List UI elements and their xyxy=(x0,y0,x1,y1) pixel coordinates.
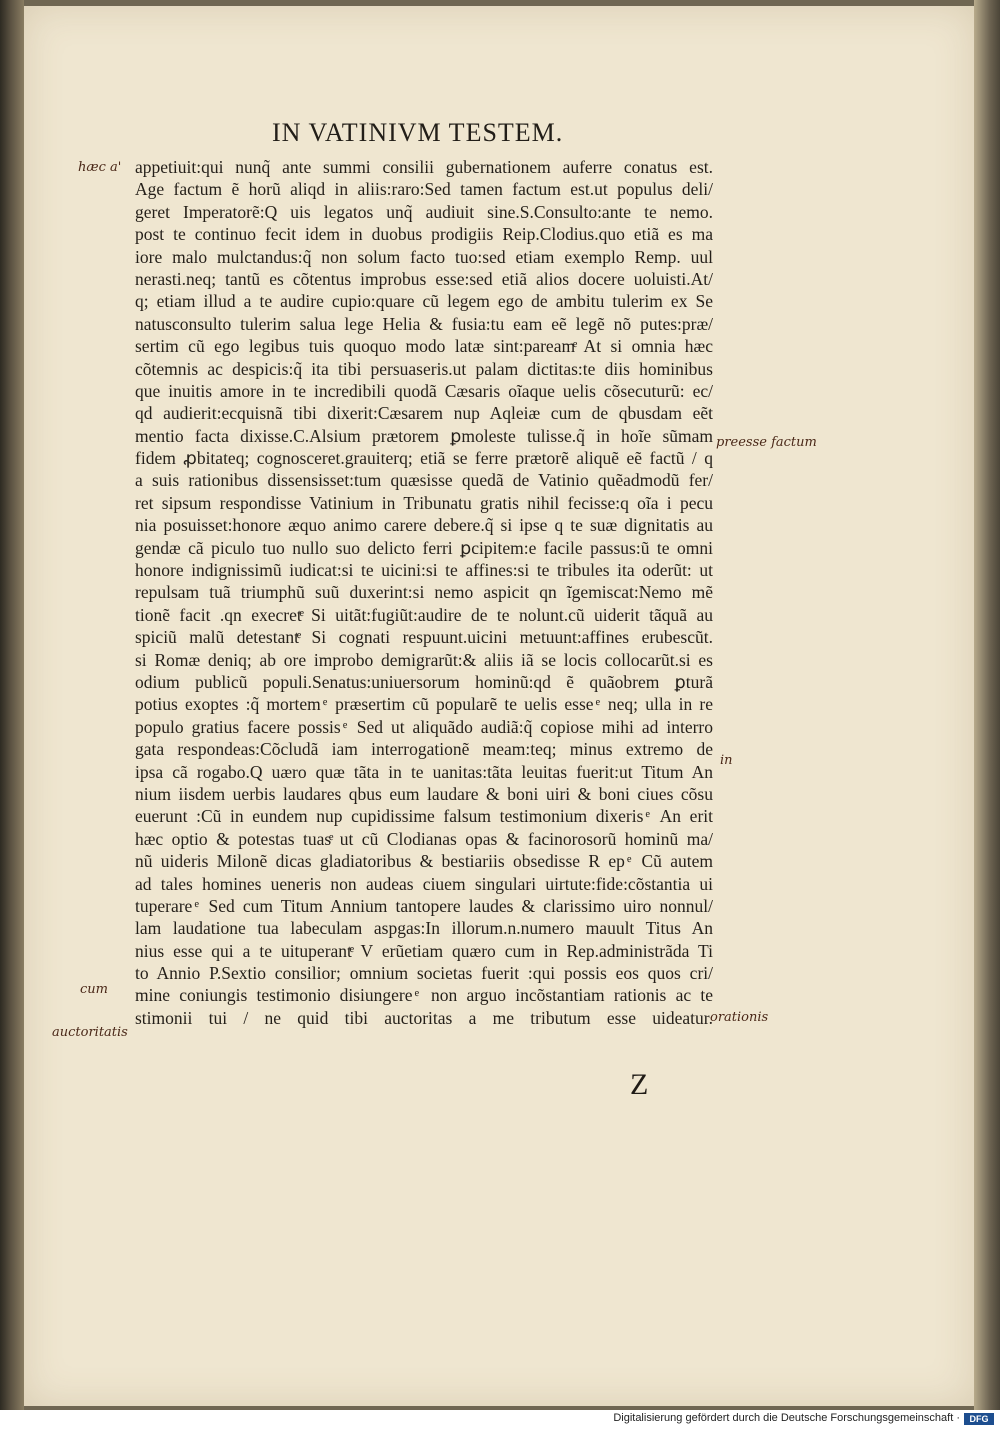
text-line: natusconsulto tulerim salua lege Helia & fusia:tu eam eẽ legẽ nõ putes:præ/ xyxy=(135,313,713,334)
text-line: tuperare ͤ Sed cum Titum Annium tantopere laudes & clarissimo uiro nonnul/ xyxy=(135,895,713,916)
text-line: Age factum ẽ horũ aliqd in aliis:raro:Sed tamen factum est.ut populus deli/ xyxy=(135,179,713,200)
text-line: potius exoptes :q̃ mortem ͤ præsertim cũ popularẽ te uelis esse ͤ neq; ulla in re xyxy=(135,694,713,715)
book-binding-gutter xyxy=(0,0,24,1410)
marginal-note-preesse: preesse factum xyxy=(716,435,817,450)
text-line: ret sipsum respondisse Vatinium in Tribunatu gratis nihil fecisse:q oĩa i pecu xyxy=(135,492,713,513)
text-line: iore malo mulctandus:q̃ non solum facto tuo:sed etiam exemplo Remp. uul xyxy=(135,246,713,267)
text-line: populo gratius facere possis ͤ Sed ut aliquãdo audiã:q̃ copiose mihi ad interro xyxy=(135,716,713,737)
text-line: a suis rationibus dissensisset:tum quæsisse quedã de Vatinio quẽadmodũ fer/ xyxy=(135,470,713,491)
marginal-note-orationis: orationis xyxy=(710,1010,769,1025)
footer-bar xyxy=(0,1410,1000,1429)
text-line: mine coniungis testimonio disiungere ͤ non arguo incõstantiam rationis ac te xyxy=(135,985,713,1006)
text-line: nũ uideris Milonẽ dicas gladiatoribus & bestiariis obsedisse R ep ͤ Cũ autem xyxy=(135,851,713,872)
dfg-logo: DFG xyxy=(964,1413,994,1425)
marginal-note-cum: cum xyxy=(80,982,108,997)
text-line: odium publicũ populi.Senatus:uniuersorum hominũ:qd ẽ quãobrem ꝑturã xyxy=(135,671,713,692)
marginal-note-auctoritatis: auctoritatis xyxy=(52,1025,128,1040)
text-line: appetiuit:qui nunq̃ ante summi consilii gubernationem auferre conatus est. xyxy=(135,157,713,177)
signature-mark: Z xyxy=(630,1068,649,1101)
text-line: nia posuisset:honore æquo animo carere debere.q̃ si ipse q te suæ dignitatis au xyxy=(135,515,713,536)
text-line: cõtemnis ac despicis:q̃ ita tibi persuaseris.ut palam dictitas:te diis hominibus xyxy=(135,358,713,379)
footer-credit: Digitalisierung gefördert durch die Deutsche Forschungsgemeinschaft · xyxy=(613,1412,960,1424)
marginal-note-hec: hæc a' xyxy=(78,160,122,175)
text-line: nius esse qui a te uituperantͤ V erũetiam quæro cum in Rep.administrãda Ti xyxy=(135,940,713,961)
text-line: tionẽ facit .qn execretͤ Si uitãt:fugiũt:audire de te nolunt.cũ uiderit tãquã au xyxy=(135,604,713,625)
text-line: si Romæ deniq; ab ore improbo demigrarũt:& aliis iã se locis collocarũt.si es xyxy=(135,649,713,670)
text-line: ad tales homines ueneris non audeas ciuem singulari uirtute:fide:cõstantia ui xyxy=(135,873,713,894)
text-line: repulsam tuã triumphũ suũ duxerint:si nemo aspicit qn ĩgemiscat:Nemo mẽ xyxy=(135,582,713,603)
text-line: nerasti.neq; tantũ es cõtentus improbus esse:sed etiã alios docere uoluisti.At/ xyxy=(135,268,713,289)
text-line: hæc optio & potestas tuasͤ ut cũ Clodianas opas & facinorosorũ hominũ ma/ xyxy=(135,828,713,849)
text-line: lam laudatione tua labeculam aspgas:In illorum.n.numero mauult Titus An xyxy=(135,918,713,939)
text-line: spiciũ malũ detestantͤ Si cognati respuunt.uicini metuunt:affines erubescũt. xyxy=(135,627,713,648)
text-line: que inuitis amore in te incredibili quodã Cæsaris oĩaque uelis cõsecuturũ: ec/ xyxy=(135,380,713,401)
text-line: gata respondeas:Cõcludã iam interrogationẽ meam:teq; minus extremo de xyxy=(135,739,713,760)
marginal-note-in: in xyxy=(720,753,733,768)
text-line: post te continuo fecit idem in duobus prodigiis Reip.Clodius.quo etiã es ma xyxy=(135,224,713,245)
text-line: fidem ꝓbitateq; cognosceret.grauiterq; etiã se ferre prætorẽ aliquẽ eẽ factũ / q xyxy=(135,448,713,469)
text-line: to Annio P.Sextio consilior; omnium societas fuerit :qui possis eos quos cri/ xyxy=(135,963,713,984)
page-edge-shadow xyxy=(974,0,1000,1410)
text-line: sertim cũ ego legibus tuis quoquo modo latæ sint:pareamͤ At si omnia hæc xyxy=(135,336,713,357)
text-line: nium iisdem uerbis laudares qbus eum laudare & boni uiri & boni ciues cõsu xyxy=(135,783,713,804)
text-line: gendæ cã piculo tuo nullo suo delicto ferri ꝑcipitem:e facile passus:ũ te omni xyxy=(135,537,713,558)
text-line: geret Imperatorẽ:Q uis legatos unq̃ audiuit sine.S.Consulto:ante te nemo. xyxy=(135,201,713,222)
text-line: stimonii tui / ne quid tibi auctoritas a me tributum esse uideatur. xyxy=(135,1007,713,1028)
page-title: IN VATINIVM TESTEM. xyxy=(272,118,564,147)
text-line: honore indignissimũ iudicat:si te uicini:si te affines:si te tribules ita oderũt: ut xyxy=(135,560,713,581)
text-line: ipsa cã rogabo.Q uæro quæ tãta in te uanitas:tãta leuitas fuerit:ut Titum An xyxy=(135,761,713,782)
text-block xyxy=(135,156,713,1029)
text-line: euerunt :Cũ in eundem nup cupidissime falsum testimonium dixeris ͤ An erit xyxy=(135,806,713,827)
text-line: mentio facta dixisse.C.Alsium prætorem ꝑmoleste tulisse.q̃ in hoĩe sũmam xyxy=(135,425,713,446)
text-line: qd audierit:ecquisnã tibi dixerit:Cæsarem nup Aqleiæ cum de qbusdam eẽt xyxy=(135,403,713,424)
text-line: q; etiam illud a te audire cupio:quare cũ legem ego de ambitu tulerim ex Se xyxy=(135,291,713,312)
